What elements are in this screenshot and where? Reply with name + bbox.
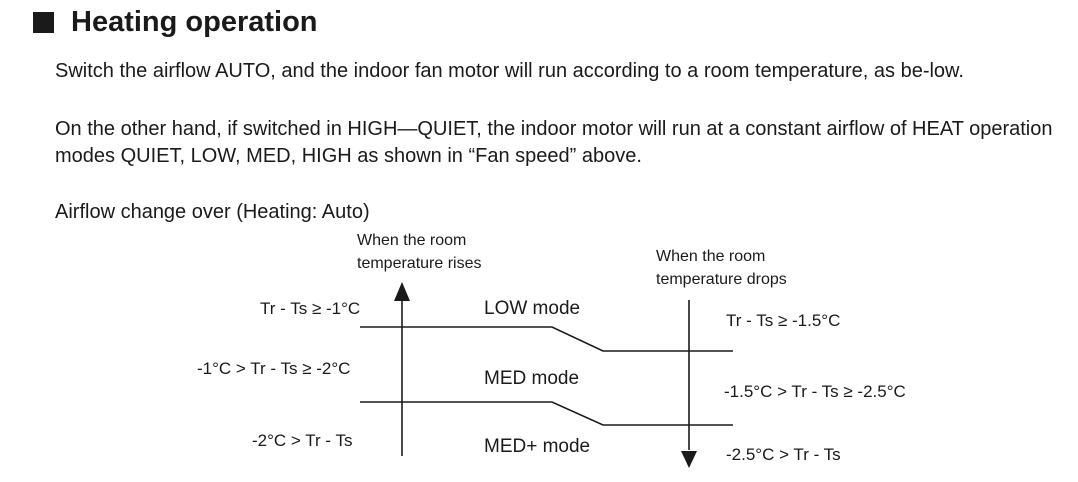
drop-condition-3: -2.5°C > Tr - Ts xyxy=(726,445,841,464)
threshold-line-low-med xyxy=(360,327,733,351)
paragraph-auto-airflow: Switch the airflow AUTO, and the indoor fan motor will run according to a room temperature, as be-low. xyxy=(55,60,964,82)
rise-condition-2: -1°C > Tr - Ts ≥ -2°C xyxy=(197,359,351,378)
rise-direction-label xyxy=(357,229,482,275)
heading-title: Heating operation xyxy=(71,6,318,38)
drop-label-line: When the room xyxy=(656,248,766,265)
mode-low: LOW mode xyxy=(484,298,581,319)
diagram-title: Airflow change over (Heating: Auto) xyxy=(55,201,370,223)
drop-label-line: temperature drops xyxy=(656,271,787,288)
drop-condition-2: -1.5°C > Tr - Ts ≥ -2.5°C xyxy=(724,382,906,401)
down-arrow-icon xyxy=(681,451,697,468)
drop-direction-text xyxy=(656,245,787,291)
mode-med: MED mode xyxy=(484,368,580,389)
up-arrow-icon xyxy=(394,282,410,301)
rise-condition-1: Tr - Ts ≥ -1°C xyxy=(260,299,361,318)
mode-med-plus: MED+ mode xyxy=(484,436,591,457)
paragraph-constant-airflow: On the other hand, if switched in HIGH—QUIET, the indoor motor will run at a constant airflow of HEAT operation modes QUIET, LOW, MED, HIGH as shown in “Fan speed” above. xyxy=(55,118,1053,167)
drop-direction-label xyxy=(656,245,787,291)
threshold-line-med-medplus xyxy=(360,402,733,425)
rise-label-line: When the room xyxy=(357,232,467,249)
rise-condition-3: -2°C > Tr - Ts xyxy=(252,431,353,450)
rise-label-line: temperature rises xyxy=(357,255,482,272)
drop-condition-1: Tr - Ts ≥ -1.5°C xyxy=(726,311,841,330)
rise-direction-text xyxy=(357,229,482,275)
